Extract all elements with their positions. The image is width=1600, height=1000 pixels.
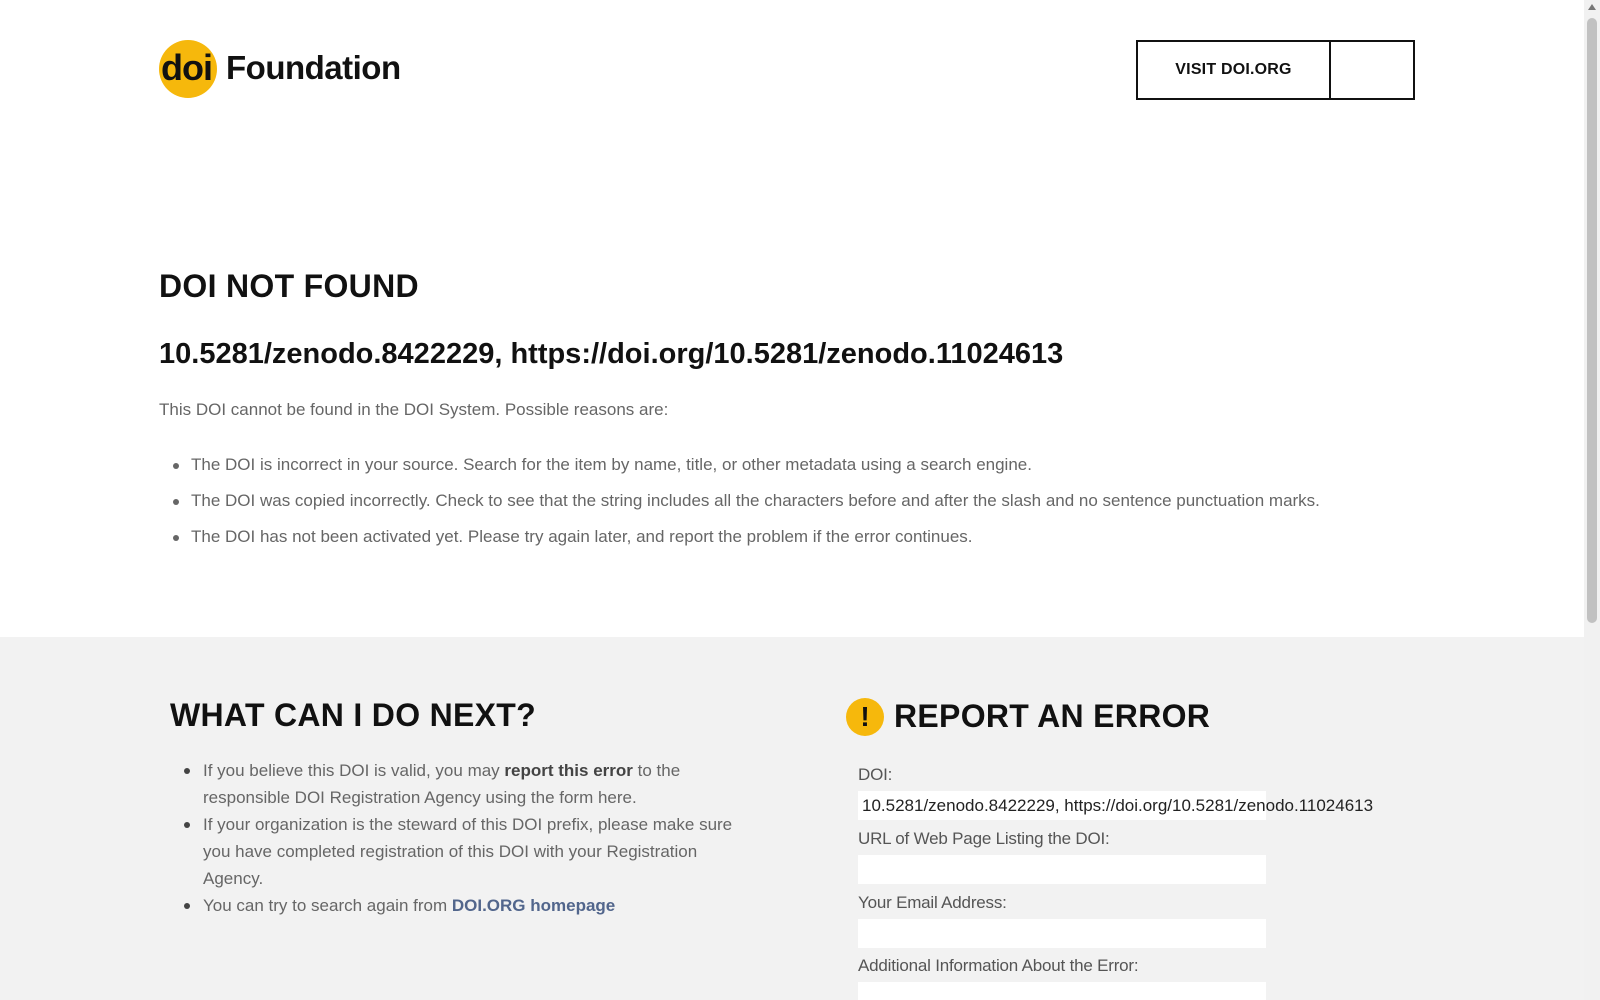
next-step-item xyxy=(170,892,740,919)
url-field[interactable] xyxy=(858,855,1266,884)
scroll-up-arrow-icon[interactable] xyxy=(1588,4,1596,10)
menu-button[interactable] xyxy=(1329,40,1415,100)
reason-item: The DOI was copied incorrectly. Check to see that the string includes all the characters before and after the slash and no sentence punctuation marks. xyxy=(159,491,1320,527)
reason-item: The DOI has not been activated yet. Please try again later, and report the problem if the error continues. xyxy=(159,527,1320,563)
doi-field[interactable]: 10.5281/zenodo.8422229, https://doi.org/10.5281/zenodo.11024613 xyxy=(858,791,1266,820)
exclamation-icon: ! xyxy=(846,698,884,736)
site-header xyxy=(0,0,1584,130)
logo-foundation-text: Foundation xyxy=(226,49,401,86)
logo-doi-text: doi xyxy=(161,47,212,88)
report-error-link[interactable]: report this error xyxy=(504,761,633,780)
visit-doi-org-button[interactable]: VISIT DOI.ORG xyxy=(1136,40,1331,100)
doi-org-homepage-link[interactable]: DOI.ORG homepage xyxy=(451,896,616,915)
scrollbar-thumb[interactable] xyxy=(1587,18,1597,623)
url-field-label: URL of Web Page Listing the DOI: xyxy=(858,829,1110,848)
report-error-title: REPORT AN ERROR xyxy=(894,698,1211,734)
email-field[interactable] xyxy=(858,919,1266,948)
reasons-list xyxy=(159,455,1320,563)
vertical-scrollbar[interactable] xyxy=(1584,0,1600,1000)
next-steps-list xyxy=(170,757,740,919)
intro-text: This DOI cannot be found in the DOI System. Possible reasons are: xyxy=(159,400,669,419)
next-steps-title: WHAT CAN I DO NEXT? xyxy=(170,697,536,733)
doi-field-label: DOI: xyxy=(858,765,893,784)
next-step-item: If your organization is the steward of this DOI prefix, please make sure you have completed registration of this DOI with your Registration Agency. xyxy=(170,811,740,892)
info-field[interactable] xyxy=(858,982,1266,1000)
next-step-text: to the responsible DOI Registration Agency using the form here. xyxy=(203,761,681,807)
next-step-text: If you believe this DOI is valid, you may xyxy=(203,761,505,780)
next-step-item xyxy=(170,757,740,811)
email-field-label: Your Email Address: xyxy=(858,893,1007,912)
next-step-text: You can try to search again from xyxy=(203,896,452,915)
info-field-label: Additional Information About the Error: xyxy=(858,956,1139,975)
reason-item: The DOI is incorrect in your source. Search for the item by name, title, or other metadata using a search engine. xyxy=(159,455,1320,491)
page-title: DOI NOT FOUND xyxy=(159,268,419,304)
doi-heading: 10.5281/zenodo.8422229, https://doi.org/10.5281/zenodo.11024613 xyxy=(159,338,1064,370)
